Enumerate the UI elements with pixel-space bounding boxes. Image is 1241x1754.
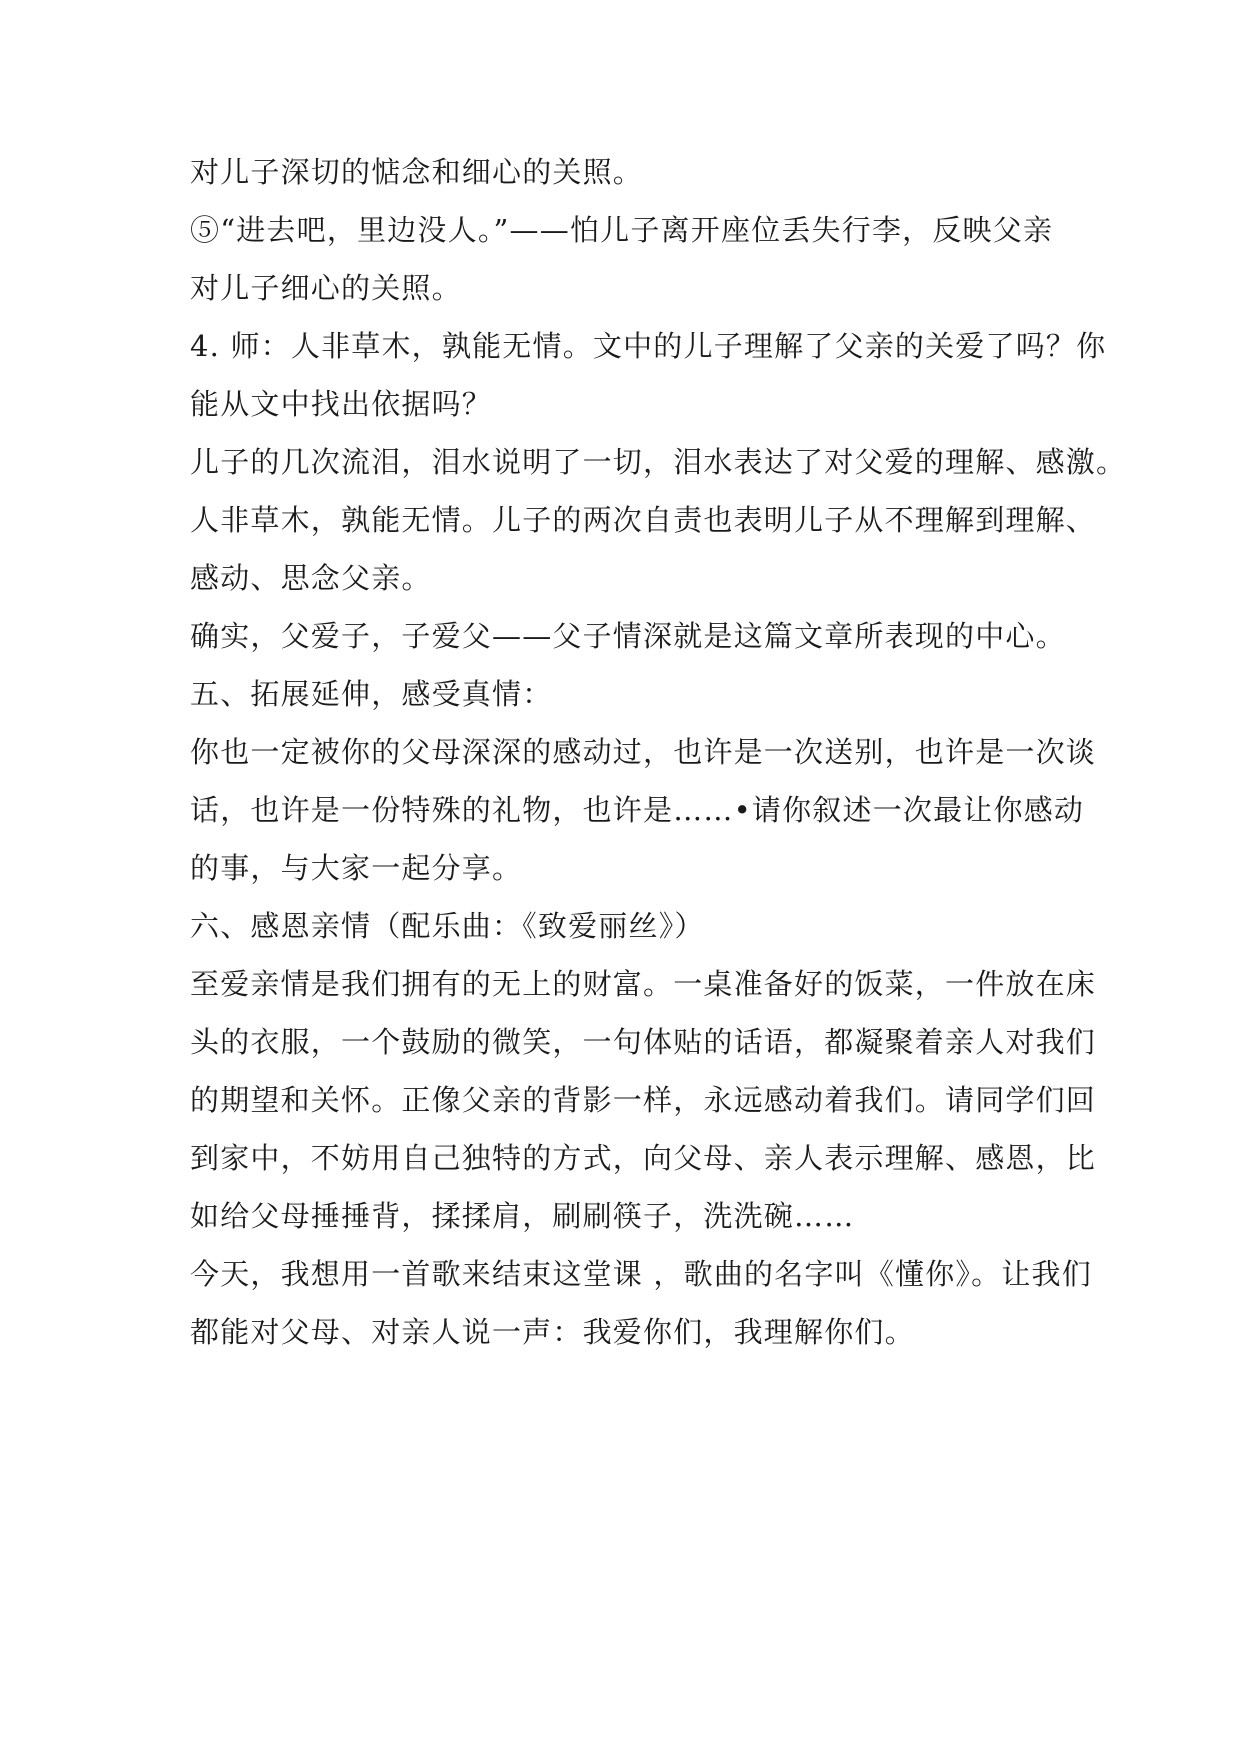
text-line: 的事，与大家一起分享。	[190, 851, 523, 885]
text-line: 今天，我想用一首歌来结束这堂课 ，歌曲的名字叫《懂你》。让我们	[190, 1257, 1092, 1291]
text-line: 至爱亲情是我们拥有的无上的财富。一桌准备好的饭菜，一件放在床	[190, 967, 1097, 1001]
section-heading: 五、拓展延伸，感受真情：	[190, 677, 553, 711]
text-line: 的期望和关怀。正像父亲的背影一样，永远感动着我们。请同学们回	[190, 1083, 1097, 1117]
text-line: 对儿子细心的关照。	[190, 271, 462, 305]
text-line: 你也一定被你的父母深深的感动过，也许是一次送别，也许是一次谈	[190, 735, 1097, 769]
text-line: 头的衣服，一个鼓励的微笑，一句体贴的话语，都凝聚着亲人对我们	[190, 1025, 1097, 1059]
text-line: 都能对父母、对亲人说一声：我爱你们，我理解你们。	[190, 1315, 915, 1349]
section-heading: 六、感恩亲情（配乐曲：《致爱丽丝》）	[190, 909, 705, 943]
text-line: 人非草木，孰能无情。儿子的两次自责也表明儿子从不理解到理解、	[190, 503, 1097, 537]
text-line: 确实，父爱子，子爱父——父子情深就是这篇文章所表现的中心。	[190, 619, 1066, 653]
text-line: 儿子的几次流泪，泪水说明了一切，泪水表达了对父爱的理解、感激。	[190, 445, 1127, 479]
text-line: 话，也许是一份特殊的礼物，也许是……•请你叙述一次最让你感动	[190, 793, 1085, 827]
text-line: 如给父母捶捶背，揉揉肩，刷刷筷子，洗洗碗……	[190, 1199, 855, 1233]
text-line: 到家中，不妨用自己独特的方式，向父母、亲人表示理解、感恩，比	[190, 1141, 1097, 1175]
text-line: ⑤“进去吧，里边没人。”——怕儿子离开座位丢失行李，反映父亲	[190, 213, 1054, 247]
text-line: 对儿子深切的惦念和细心的关照。	[190, 155, 644, 189]
text-line: 4. 师：人非草木，孰能无情。文中的儿子理解了父亲的关爱了吗？你	[190, 329, 1107, 363]
text-line: 能从文中找出依据吗？	[190, 387, 493, 421]
text-line: 感动、思念父亲。	[190, 561, 432, 595]
